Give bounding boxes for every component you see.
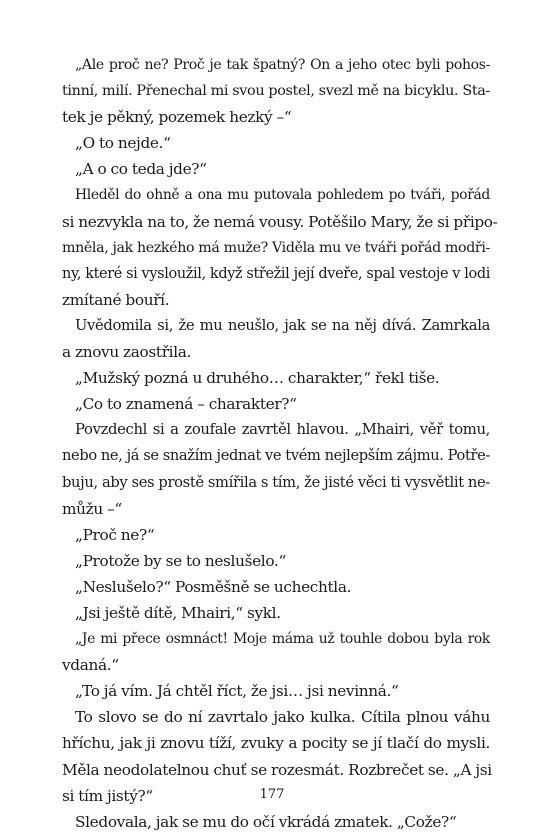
- text-line: „Jsi ještě dítě, Mhairi,“ sykl.: [75, 603, 281, 622]
- text-line: „Neslušelo?“ Posměšně se uchechtla.: [75, 577, 352, 596]
- text-line: buju, aby ses prostě smířila s tím, že jisté věci ti vysvětlit ne-: [62, 473, 490, 491]
- text-line: si tím jistý?“: [62, 786, 153, 805]
- text-line: tek je pěkný, pozemek hezký –“: [62, 108, 292, 127]
- text-line: Měla neodolatelnou chuť se rozesmát. Rozbrečet se. „A jsi: [62, 760, 492, 779]
- text-line: „A o co teda jde?“: [75, 160, 207, 179]
- text-line: vdaná.“: [62, 656, 119, 675]
- text-line: ny, které si vysloužil, když střežil její dveře, spal vestoje v lodi: [62, 265, 490, 282]
- text-line: si nezvykla na to, že nemá vousy. Potěšilo Mary, že si připo-: [62, 212, 498, 231]
- text-line: „O to nejde.“: [75, 134, 171, 153]
- page-number: 177: [259, 787, 285, 802]
- text-line: „To já vím. Já chtěl říct, že jsi… jsi nevinná.“: [75, 682, 399, 701]
- text-line: „Je mi přece osmnáct! Moje máma už touhle dobou byla rok: [75, 631, 490, 648]
- text-line: Hleděl do ohně a ona mu putovala pohledem po tváři, pořád: [75, 187, 490, 204]
- text-line: „Proč ne?“: [75, 525, 155, 544]
- body-text: [62, 52, 498, 835]
- text-line: Sledovala, jak se mu do očí vkrádá zmatek. „Cože?“: [75, 812, 457, 831]
- text-line: To slovo se do ní zavrtalo jako kulka. Cítila plnou váhu: [75, 708, 490, 727]
- text-line: Povzdechl si a zoufale zavrtěl hlavou. „Mhairi, věř tomu,: [75, 421, 490, 439]
- text-line: „Co to znamená – charakter?“: [75, 395, 297, 414]
- text-line: nebo ne, já se snažím jednat ve tvém nejlepším zájmu. Potře-: [62, 447, 490, 465]
- text-line: Uvědomila si, že mu neušlo, jak se na něj dívá. Zamrkala: [75, 316, 490, 334]
- text-line: „Mužský pozná u druhého… charakter,“ řekl tiše.: [75, 369, 440, 388]
- text-line: zmítané bouří.: [62, 290, 170, 309]
- text-line: „Protože by se to neslušelo.“: [75, 551, 286, 570]
- text-line: „Ale proč ne? Proč je tak špatný? On a jeho otec byli pohos-: [75, 57, 490, 73]
- text-line: tinní, milí. Přenechal mi svou postel, svezl mě na bicyklu. Sta-: [62, 83, 490, 100]
- text-line: hříchu, jak ji znovu tíží, zvuky a pocity se jí tlačí do mysli.: [62, 734, 490, 753]
- text-line: mněla, jak hezkého má muže? Viděla mu ve tváři pořád modři-: [62, 239, 490, 256]
- text-line: můžu –“: [62, 499, 122, 518]
- text-line: a znovu zaostřila.: [62, 343, 192, 362]
